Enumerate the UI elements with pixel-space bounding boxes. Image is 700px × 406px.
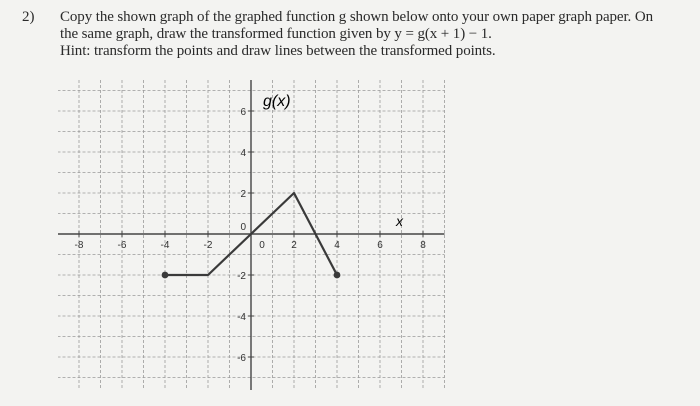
- y-tick-label: -6: [237, 353, 246, 364]
- problem-text-line-3: Hint: transform the points and draw lines between the transformed points.: [60, 43, 496, 59]
- function-graph: [58, 80, 448, 390]
- x-tick-label: 8: [420, 240, 426, 251]
- x-tick-label: -4: [160, 240, 170, 251]
- x-tick-label: 6: [377, 240, 383, 251]
- y-tick-label: 2: [240, 189, 246, 200]
- y-tick-label: 4: [240, 148, 246, 159]
- x-tick-label: -8: [74, 240, 84, 251]
- y-tick-label: 6: [240, 107, 246, 118]
- x-tick-label: 2: [291, 240, 297, 251]
- problem-text-line-1: Copy the shown graph of the graphed function g shown below onto your own paper graph paper. On: [60, 9, 653, 25]
- problem-text-line-2: the same graph, draw the transformed function given by y = g(x + 1) − 1.: [60, 26, 492, 42]
- x-axis-label: x: [396, 213, 403, 229]
- y-tick-label: -4: [237, 312, 246, 323]
- problem-number: 2): [22, 9, 35, 25]
- closed-endpoint: [162, 272, 169, 279]
- x-tick-label: 4: [334, 240, 340, 251]
- origin-label: 0: [259, 240, 265, 251]
- x-tick-label: -6: [117, 240, 127, 251]
- y-tick-label: 0: [240, 222, 246, 233]
- function-label: g(x): [263, 93, 291, 110]
- y-tick-label: -2: [237, 271, 246, 282]
- x-tick-label: -2: [203, 240, 213, 251]
- closed-endpoint: [334, 272, 341, 279]
